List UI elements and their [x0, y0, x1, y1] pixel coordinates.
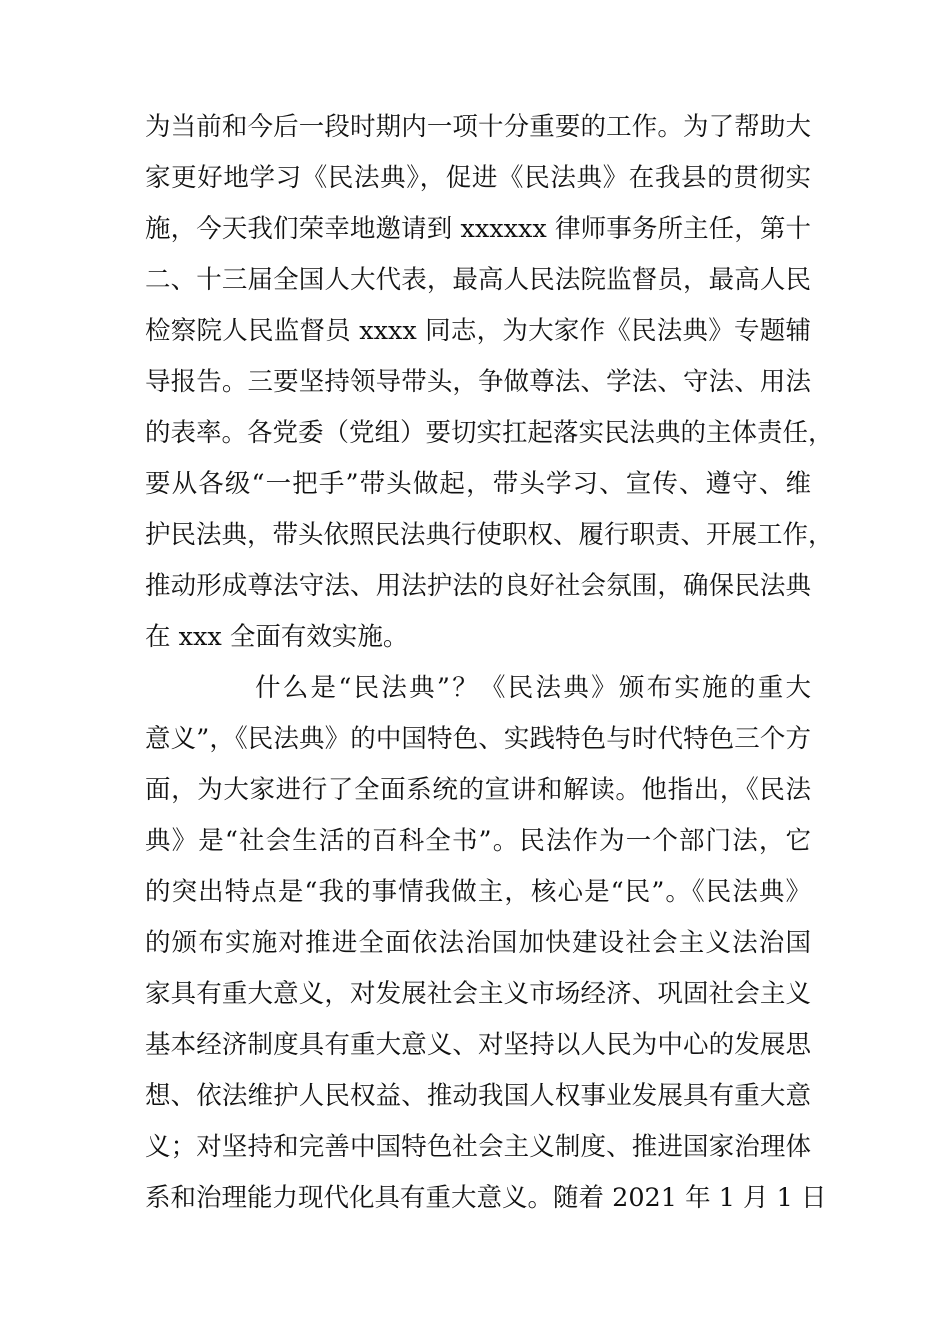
text-line: 典》是“社会生活的百科全书”。民法作为一个部门法，它: [145, 826, 811, 856]
text-line: 义；对坚持和完善中国特色社会主义制度、推进国家治理体: [145, 1132, 811, 1162]
text-line: 想、依法维护人民权益、推动我国人权事业发展具有重大意: [145, 1081, 811, 1111]
text-line: 家具有重大意义，对发展社会主义市场经济、巩固社会主义: [145, 979, 811, 1009]
text-line: 要从各级“一把手”带头做起，带头学习、宣传、遵守、维: [145, 469, 811, 499]
text-line: 家更好地学习《民法典》，促进《民法典》在我县的贯彻实: [145, 163, 811, 193]
text-line: 检察院人民监督员 xxxx 同志，为大家作《民法典》专题辅: [145, 316, 811, 346]
text-line: 意义”，《民法典》的中国特色、实践特色与时代特色三个方: [145, 724, 811, 754]
text-line: 推动形成尊法守法、用法护法的良好社会氛围，确保民法典: [145, 571, 811, 601]
text-line: 护民法典，带头依照民法典行使职权、履行职责、开展工作，: [145, 520, 834, 550]
text-line: 基本经济制度具有重大意义、对坚持以人民为中心的发展思: [145, 1030, 811, 1060]
text-line: 的颁布实施对推进全面依法治国加快建设社会主义法治国: [145, 928, 811, 958]
text-line: 的突出特点是“我的事情我做主，核心是“民”。《民法典》: [145, 877, 811, 907]
text-line: 面，为大家进行了全面系统的宣讲和解读。他指出，《民法: [145, 775, 811, 805]
text-line: 导报告。三要坚持领导带头，争做尊法、学法、守法、用法: [145, 367, 811, 397]
text-line: 在 xxx 全面有效实施。: [145, 622, 409, 652]
text-line: 的表率。各党委（党组）要切实扛起落实民法典的主体责任，: [145, 418, 834, 448]
text-line: 二、十三届全国人大代表，最高人民法院监督员，最高人民: [145, 265, 811, 295]
text-line: 施，今天我们荣幸地邀请到 xxxxxx 律师事务所主任，第十: [145, 214, 811, 244]
text-line: 系和治理能力现代化具有重大意义。随着 2021 年 1 月 1 日: [145, 1183, 827, 1213]
text-line: 为当前和今后一段时期内一项十分重要的工作。为了帮助大: [145, 112, 811, 142]
paragraph-first-line: 什么是“民法典”？《民法典》颁布实施的重大: [255, 673, 811, 703]
